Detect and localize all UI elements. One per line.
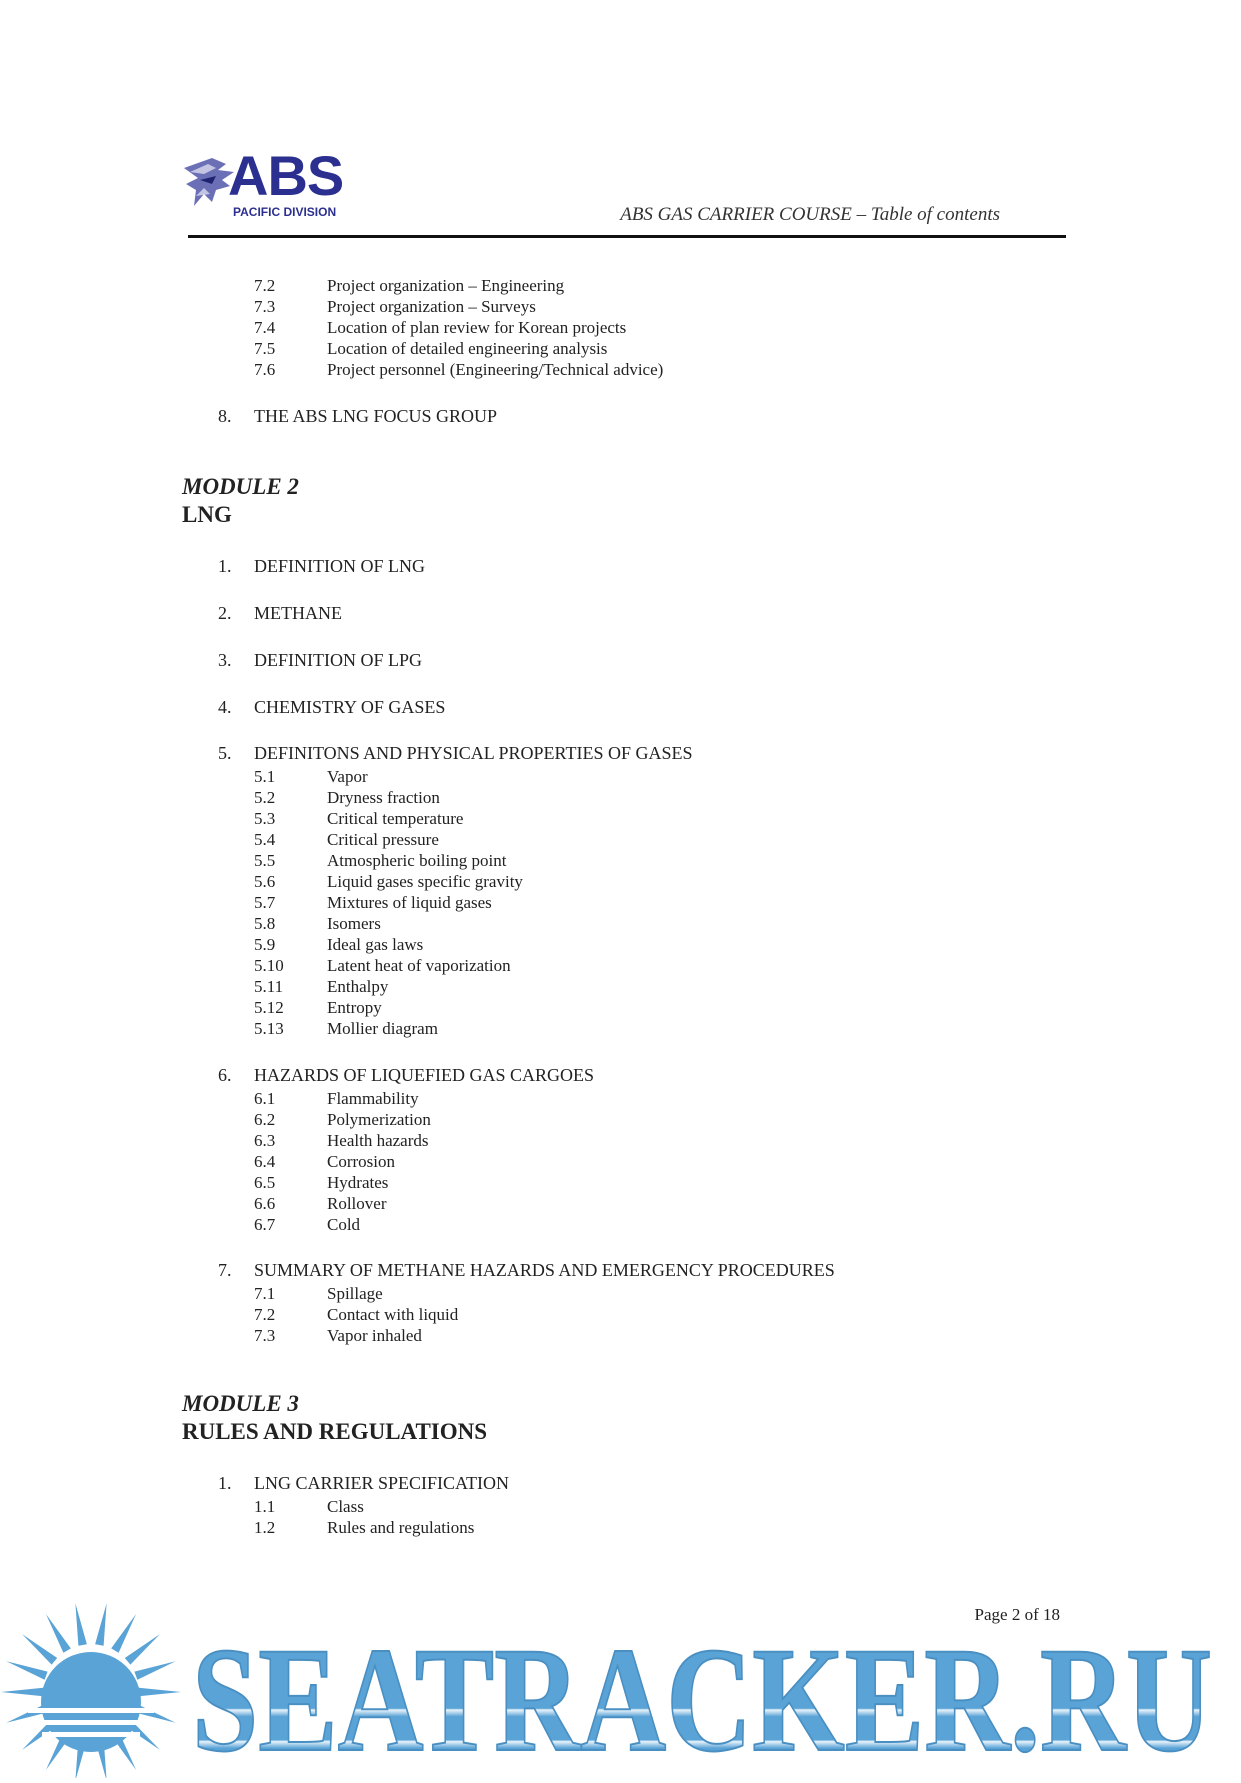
toc-subitem-number: 5.7 xyxy=(254,893,276,912)
toc-subitem-number: 5.5 xyxy=(254,851,276,870)
module-title: LNG xyxy=(182,502,232,527)
toc-subitem-title: Critical pressure xyxy=(327,830,439,849)
header-rule xyxy=(188,235,1066,238)
toc-subitem-number: 6.6 xyxy=(254,1194,276,1213)
toc-subitem-number: 7.4 xyxy=(254,318,276,337)
toc-item-title: DEFINITONS AND PHYSICAL PROPERTIES OF GASES xyxy=(254,743,693,763)
toc-subitem-title: Vapor inhaled xyxy=(327,1326,422,1345)
toc-subitem-number: 5.2 xyxy=(254,788,276,807)
sun-icon xyxy=(0,1596,182,1778)
toc-subitem-title: Project organization – Surveys xyxy=(327,297,536,316)
toc-subitem-number: 1.1 xyxy=(254,1497,276,1516)
toc-item-number: 4. xyxy=(218,697,232,717)
toc-subitem-title: Hydrates xyxy=(327,1173,389,1192)
toc-item-number: 6. xyxy=(218,1065,232,1085)
toc-subitem-number: 5.1 xyxy=(254,767,276,786)
toc-subitem-title: Enthalpy xyxy=(327,977,389,996)
toc-subitem-number: 5.6 xyxy=(254,872,276,891)
toc-subitem-number: 5.4 xyxy=(254,830,276,849)
module-label: MODULE 3 xyxy=(182,1391,299,1416)
toc-subitem-title: Location of detailed engineering analysis xyxy=(327,339,608,358)
toc-subitem-title: Health hazards xyxy=(327,1131,429,1150)
logo-text: ABS xyxy=(228,144,344,207)
toc-subitem-title: Isomers xyxy=(327,914,381,933)
module-label: MODULE 2 xyxy=(182,474,299,499)
toc-item-number: 7. xyxy=(218,1260,232,1280)
header-title: ABS GAS CARRIER COURSE – Table of contents xyxy=(620,204,1000,225)
toc-subitem-title: Dryness fraction xyxy=(327,788,440,807)
logo-subtext: PACIFIC DIVISION xyxy=(233,205,337,219)
toc-item-number: 1. xyxy=(218,1473,232,1493)
watermark-label: SEATRACKER.RU xyxy=(192,1617,1212,1778)
toc-subitem-number: 7.2 xyxy=(254,276,276,295)
toc-subitem-number: 5.10 xyxy=(254,956,284,975)
toc-subitem-title: Liquid gases specific gravity xyxy=(327,872,523,891)
toc-item-number: 5. xyxy=(218,743,232,763)
toc-subitem-title: Polymerization xyxy=(327,1110,431,1129)
toc-subitem-number: 6.7 xyxy=(254,1215,276,1234)
toc-subitem-number: 7.5 xyxy=(254,339,276,358)
toc-subitem-title: Mollier diagram xyxy=(327,1019,438,1038)
toc-subitem-number: 7.2 xyxy=(254,1305,276,1324)
toc-subitem-number: 7.6 xyxy=(254,360,276,379)
toc-subitem-title: Ideal gas laws xyxy=(327,935,424,954)
toc-subitem-title: Spillage xyxy=(327,1284,383,1303)
page-number: Page 2 of 18 xyxy=(974,1605,1060,1624)
toc-item-number: 8. xyxy=(218,406,232,426)
toc-subitem-number: 6.5 xyxy=(254,1173,276,1192)
toc-subitem-title: Critical temperature xyxy=(327,809,464,828)
toc-subitem-title: Rules and regulations xyxy=(327,1518,475,1537)
watermark-text xyxy=(192,1600,1222,1778)
toc-subitem-number: 6.4 xyxy=(254,1152,276,1171)
toc-subitem-title: Flammability xyxy=(327,1089,419,1108)
toc-subitem-number: 1.2 xyxy=(254,1518,276,1537)
toc-subitem-number: 6.2 xyxy=(254,1110,276,1129)
toc-subitem-number: 5.9 xyxy=(254,935,276,954)
toc-item-title: THE ABS LNG FOCUS GROUP xyxy=(254,406,498,426)
toc-subitem-number: 5.8 xyxy=(254,914,276,933)
toc-subitem-title: Location of plan review for Korean projects xyxy=(327,318,627,337)
toc-subitem-number: 6.3 xyxy=(254,1131,276,1150)
toc-item-title: CHEMISTRY OF GASES xyxy=(254,697,446,717)
toc-subitem-number: 5.12 xyxy=(254,998,284,1017)
toc-subitem-number: 7.1 xyxy=(254,1284,276,1303)
toc-item-title: DEFINITION OF LPG xyxy=(254,650,422,670)
toc-subitem-title: Project personnel (Engineering/Technical advice) xyxy=(327,360,664,379)
toc-subitem-number: 5.13 xyxy=(254,1019,284,1038)
toc-item-number: 1. xyxy=(218,556,232,576)
toc-subitem-title: Mixtures of liquid gases xyxy=(327,893,492,912)
toc-item-title: LNG CARRIER SPECIFICATION xyxy=(254,1473,510,1493)
module-title: RULES AND REGULATIONS xyxy=(182,1419,488,1444)
toc-subitem-title: Vapor xyxy=(327,767,368,786)
toc-subitem-title: Cold xyxy=(327,1215,361,1234)
toc-item-title: DEFINITION OF LNG xyxy=(254,556,425,576)
toc-item-number: 2. xyxy=(218,603,232,623)
toc-item-title: METHANE xyxy=(254,603,342,623)
toc-item-title: SUMMARY OF METHANE HAZARDS AND EMERGENCY PROCEDURES xyxy=(254,1260,835,1280)
toc-subitem-number: 5.11 xyxy=(254,977,284,996)
toc-item-number: 3. xyxy=(218,650,232,670)
toc-subitem-number: 7.3 xyxy=(254,297,276,316)
toc-subitem-title: Project organization – Engineering xyxy=(327,276,565,295)
toc-subitem-title: Class xyxy=(327,1497,364,1516)
toc-subitem-title: Contact with liquid xyxy=(327,1305,459,1324)
toc-subitem-number: 7.3 xyxy=(254,1326,276,1345)
toc-subitem-title: Corrosion xyxy=(327,1152,395,1171)
toc-subitem-title: Atmospheric boiling point xyxy=(327,851,507,870)
toc-subitem-title: Latent heat of vaporization xyxy=(327,956,511,975)
toc-subitem-title: Rollover xyxy=(327,1194,387,1213)
toc-subitem-title: Entropy xyxy=(327,998,382,1017)
toc-item-title: HAZARDS OF LIQUEFIED GAS CARGOES xyxy=(254,1065,595,1085)
toc-subitem-number: 6.1 xyxy=(254,1089,276,1108)
toc-subitem-number: 5.3 xyxy=(254,809,276,828)
